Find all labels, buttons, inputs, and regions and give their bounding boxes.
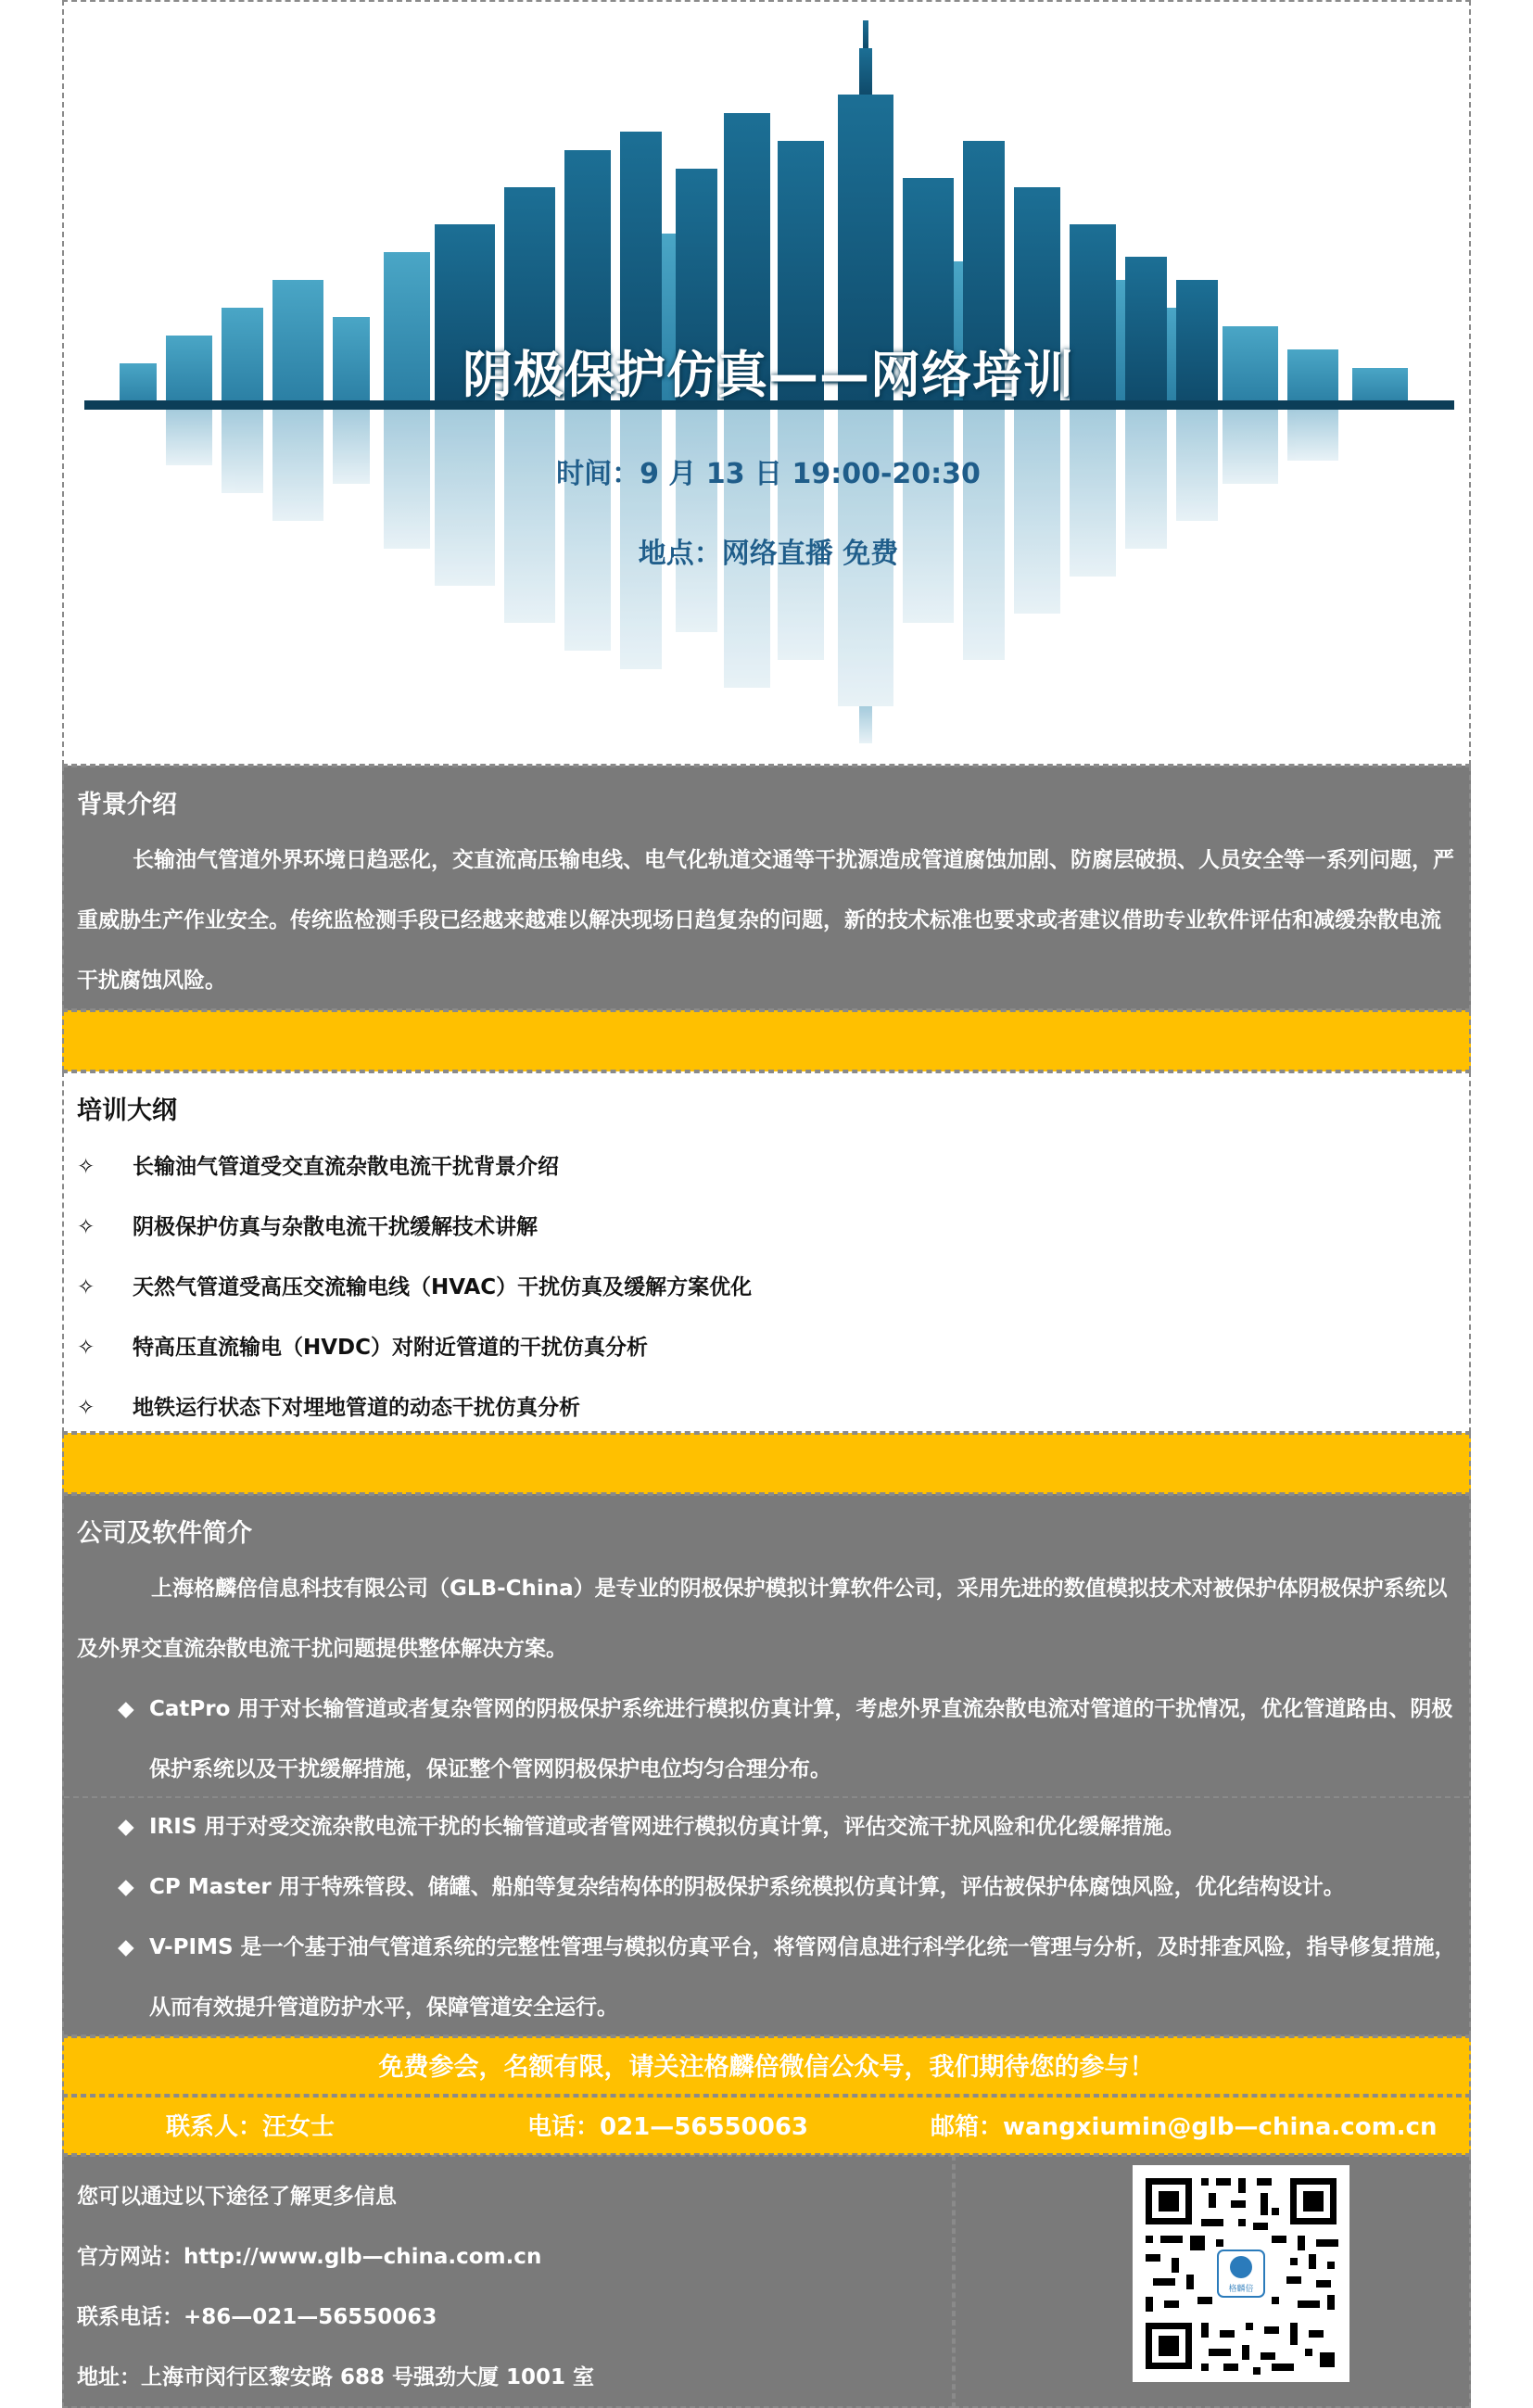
product-item: ◆ CP Master 用于特殊管段、储罐、船舶等复杂结构体的阴极保护系统模拟仿真计算，评估被保护体腐蚀风险，优化结构设计。 xyxy=(149,1857,1463,1918)
yellow-divider xyxy=(62,1433,1471,1494)
product-item: ◆ CatPro 用于对长输管道或者复杂管网的阴极保护系统进行模拟仿真计算，考虑外界直流杂散电流对管道的干扰情况，优化管道路由、阴极保护系统以及干扰缓解措施，保证整个管网阴极保护电位均匀合理分布。 xyxy=(149,1679,1463,1800)
header-banner xyxy=(62,0,1471,766)
product-item: ◆ V-PIMS 是一个基于油气管道系统的完整性管理与模拟仿真平台，将管网信息进行科学化统一管理与分析，及时排查风险，指导修复措施，从而有效提升管道防护水平，保障管道安全运行。 xyxy=(149,1918,1463,2038)
footer-intro: 您可以通过以下途径了解更多信息 xyxy=(77,2185,397,2209)
company-title: 公司及软件简介 xyxy=(77,1519,252,1548)
yellow-divider xyxy=(62,1010,1471,1071)
contact-person: 联系人：汪女士 xyxy=(166,2113,336,2141)
outline-item: ✧ 阴极保护仿真与杂散电流干扰缓解技术讲解 xyxy=(77,1215,538,1239)
sparkle-bullet-icon: ✧ xyxy=(77,1275,95,1299)
event-title: 阴极保护仿真——网络培训 xyxy=(462,346,1074,404)
background-title: 背景介绍 xyxy=(77,791,177,819)
outline-title: 培训大纲 xyxy=(77,1096,177,1125)
diamond-bullet-icon: ◆ xyxy=(118,1697,134,1721)
footer-address: 地址：上海市闵行区黎安路 688 号强劲大厦 1001 室 xyxy=(77,2365,595,2389)
outline-item: ✧ 地铁运行状态下对埋地管道的动态干扰仿真分析 xyxy=(77,1396,580,1420)
qr-code-graphic xyxy=(1133,2165,1349,2382)
diamond-bullet-icon: ◆ xyxy=(118,1875,134,1899)
outline-item: ✧ 特高压直流输电（HVDC）对附近管道的干扰仿真分析 xyxy=(77,1336,649,1360)
event-time: 时间：9 月 13 日 19:00-20:30 xyxy=(556,458,981,490)
sparkle-bullet-icon: ✧ xyxy=(77,1155,95,1179)
outline-item: ✧ 天然气管道受高压交流输电线（HVAC）干扰仿真及缓解方案优化 xyxy=(77,1275,753,1299)
footer-info xyxy=(62,2155,954,2408)
outline-item: ✧ 长输油气管道受交直流杂散电流干扰背景介绍 xyxy=(77,1155,559,1179)
contact-bar xyxy=(62,2096,1471,2155)
contact-phone: 电话：021—56550063 xyxy=(527,2113,808,2141)
outline-section xyxy=(62,1071,1471,1433)
footer-tel: 联系电话：+86—021—56550063 xyxy=(77,2305,437,2329)
qr-logo-text: 格麟倍 xyxy=(1228,2285,1254,2294)
background-section xyxy=(62,766,1471,1010)
footer-website[interactable]: 官方网站：http://www.glb—china.com.cn xyxy=(77,2245,542,2269)
sparkle-bullet-icon: ✧ xyxy=(77,1336,95,1360)
page xyxy=(62,0,1471,2408)
sparkle-bullet-icon: ✧ xyxy=(77,1396,95,1420)
event-place: 地点：网络直播 免费 xyxy=(638,538,899,570)
wechat-qr-code xyxy=(1133,2165,1349,2382)
contact-email[interactable]: 邮箱：wangxiumin@glb—china.com.cn xyxy=(931,2113,1438,2141)
sparkle-bullet-icon: ✧ xyxy=(77,1215,95,1239)
product-item: ◆ IRIS 用于对受交流杂散电流干扰的长输管道或者管网进行模拟仿真计算，评估交流干扰风险和优化缓解措施。 xyxy=(149,1797,1463,1857)
company-intro: 上海格麟倍信息科技有限公司（GLB-China）是专业的阴极保护模拟计算软件公司，采用先进的数值模拟技术对被保护体阴极保护系统以及外界交直流杂散电流干扰问题提供整体解决方案。 xyxy=(77,1577,1448,1661)
diamond-bullet-icon: ◆ xyxy=(118,1935,134,1959)
diamond-bullet-icon: ◆ xyxy=(118,1815,134,1839)
background-text: 长输油气管道外界环境日趋恶化，交直流高压输电线、电气化轨道交通等干扰源造成管道腐蚀加剧、防腐层破损、人员安全等一系列问题，严重威胁生产作业安全。传统监检测手段已经越来越难以解决现场日趋复杂的问题，新的技术标准也要求或者建议借助专业软件评估和减缓杂散电流干扰腐蚀风险。 xyxy=(77,848,1454,993)
company-section xyxy=(62,1494,1471,2036)
call-to-action: 免费参会，名额有限，请关注格麟倍微信公众号，我们期待您的参与！ xyxy=(62,2036,1471,2096)
